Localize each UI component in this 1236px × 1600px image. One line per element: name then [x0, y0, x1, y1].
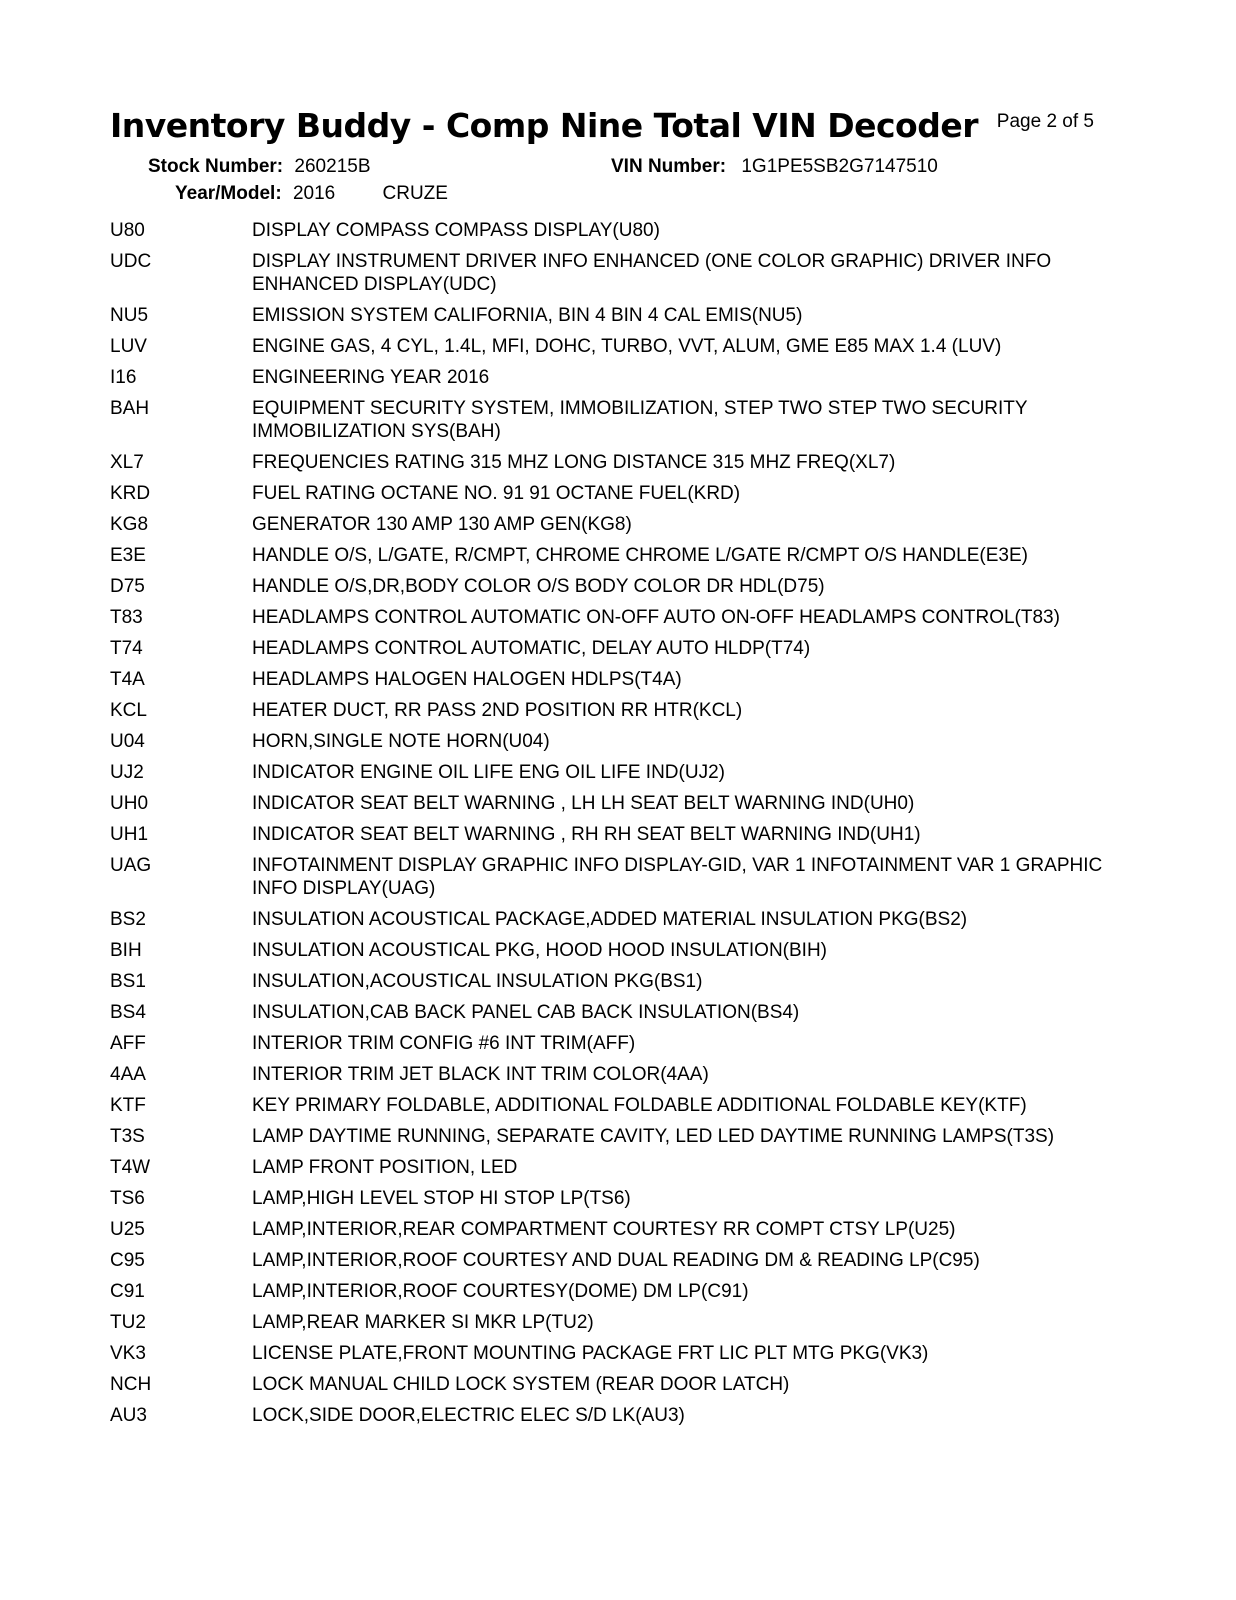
option-code: T74 [110, 638, 143, 659]
option-code: UH0 [110, 793, 149, 814]
option-description: HEADLAMPS CONTROL AUTOMATIC, DELAY AUTO HLDP(T74) [252, 638, 811, 659]
option-description: LAMP FRONT POSITION, LED [252, 1157, 518, 1178]
option-code: BS1 [110, 971, 146, 992]
option-description: LAMP,REAR MARKER SI MKR LP(TU2) [252, 1312, 594, 1333]
option-row [110, 304, 1120, 327]
option-row [110, 482, 1120, 505]
option-description: ENGINE GAS, 4 CYL, 1.4L, MFI, DOHC, TURBO, VVT, ALUM, GME E85 MAX 1.4 (LUV) [252, 336, 1002, 357]
option-code: UH1 [110, 824, 149, 845]
option-row [110, 1280, 1120, 1303]
option-code: U25 [110, 1219, 145, 1240]
option-row [110, 699, 1120, 722]
vin-number-field [611, 156, 938, 178]
option-description: INTERIOR TRIM JET BLACK INT TRIM COLOR(4AA) [252, 1064, 709, 1085]
option-description: INDICATOR SEAT BELT WARNING , RH RH SEAT BELT WARNING IND(UH1) [252, 824, 921, 845]
option-code: NU5 [110, 305, 149, 326]
option-description: FREQUENCIES RATING 315 MHZ LONG DISTANCE 315 MHZ FREQ(XL7) [252, 452, 896, 473]
option-code: BS4 [110, 1002, 146, 1023]
option-description: HORN,SINGLE NOTE HORN(U04) [252, 731, 550, 752]
option-row [110, 637, 1120, 660]
option-description: FUEL RATING OCTANE NO. 91 91 OCTANE FUEL(KRD) [252, 483, 741, 504]
option-code: BAH [110, 398, 150, 419]
vin-number-value: 1G1PE5SB2G7147510 [741, 156, 938, 177]
option-code: U80 [110, 220, 145, 241]
option-row [110, 397, 1120, 443]
option-code: BIH [110, 940, 142, 961]
option-code: TS6 [110, 1188, 145, 1209]
option-code: E3E [110, 545, 146, 566]
option-code-list [110, 219, 1120, 1435]
option-description: LAMP,INTERIOR,ROOF COURTESY AND DUAL READING DM & READING LP(C95) [252, 1250, 980, 1271]
option-row [110, 1094, 1120, 1117]
option-row [110, 908, 1120, 931]
option-row [110, 1249, 1120, 1272]
stock-number-label: Stock Number: [148, 156, 284, 177]
option-description: INSULATION ACOUSTICAL PKG, HOOD HOOD INSULATION(BIH) [252, 940, 828, 961]
year-value: 2016 [292, 183, 336, 204]
stock-number-field [148, 156, 371, 178]
option-code: D75 [110, 576, 145, 597]
option-code: VK3 [110, 1343, 146, 1364]
option-row [110, 335, 1120, 358]
option-code: T3S [110, 1126, 145, 1147]
option-description: DISPLAY INSTRUMENT DRIVER INFO ENHANCED (ONE COLOR GRAPHIC) DRIVER INFO ENHANCED DISPLAY(UDC) [252, 251, 1052, 295]
option-description: LAMP DAYTIME RUNNING, SEPARATE CAVITY, LED LED DAYTIME RUNNING LAMPS(T3S) [252, 1126, 1055, 1147]
option-row [110, 250, 1120, 296]
option-description: INTERIOR TRIM CONFIG #6 INT TRIM(AFF) [252, 1033, 636, 1054]
option-row [110, 1032, 1120, 1055]
option-description: EQUIPMENT SECURITY SYSTEM, IMMOBILIZATION, STEP TWO STEP TWO SECURITY IMMOBILIZATION SYS(BAH) [252, 398, 1028, 442]
option-description: HEATER DUCT, RR PASS 2ND POSITION RR HTR(KCL) [252, 700, 743, 721]
option-row [110, 513, 1120, 536]
option-row [110, 1342, 1120, 1365]
option-row [110, 854, 1120, 900]
option-row [110, 792, 1120, 815]
vin-number-label: VIN Number: [611, 156, 727, 177]
option-description: INFOTAINMENT DISPLAY GRAPHIC INFO DISPLAY-GID, VAR 1 INFOTAINMENT VAR 1 GRAPHIC INFO DISPLAY(UAG) [252, 855, 1103, 899]
option-row [110, 939, 1120, 962]
option-code: XL7 [110, 452, 144, 473]
option-code: C95 [110, 1250, 145, 1271]
option-description: LOCK MANUAL CHILD LOCK SYSTEM (REAR DOOR LATCH) [252, 1374, 790, 1395]
option-description: INSULATION ACOUSTICAL PACKAGE,ADDED MATERIAL INSULATION PKG(BS2) [252, 909, 968, 930]
option-description: INSULATION,ACOUSTICAL INSULATION PKG(BS1) [252, 971, 703, 992]
option-description: GENERATOR 130 AMP 130 AMP GEN(KG8) [252, 514, 632, 535]
option-row [110, 1404, 1120, 1427]
option-row [110, 544, 1120, 567]
option-description: DISPLAY COMPASS COMPASS DISPLAY(U80) [252, 220, 660, 241]
option-row [110, 823, 1120, 846]
option-description: INSULATION,CAB BACK PANEL CAB BACK INSULATION(BS4) [252, 1002, 800, 1023]
option-code: TU2 [110, 1312, 146, 1333]
option-code: T83 [110, 607, 143, 628]
option-row [110, 1156, 1120, 1179]
option-row [110, 606, 1120, 629]
option-code: KTF [110, 1095, 146, 1116]
option-code: AFF [110, 1033, 146, 1054]
option-code: UJ2 [110, 762, 144, 783]
option-code: KG8 [110, 514, 149, 535]
year-model-field [175, 183, 448, 205]
option-code: KRD [110, 483, 151, 504]
option-description: HEADLAMPS CONTROL AUTOMATIC ON-OFF AUTO ON-OFF HEADLAMPS CONTROL(T83) [252, 607, 1060, 628]
page-number: Page 2 of 5 [996, 111, 1094, 132]
option-row [110, 1311, 1120, 1334]
option-code: T4W [110, 1157, 151, 1178]
option-description: LAMP,INTERIOR,REAR COMPARTMENT COURTESY RR COMPT CTSY LP(U25) [252, 1219, 956, 1240]
option-code: 4AA [110, 1064, 146, 1085]
option-code: UDC [110, 251, 152, 272]
option-row [110, 668, 1120, 691]
option-description: HEADLAMPS HALOGEN HALOGEN HDLPS(T4A) [252, 669, 682, 690]
year-model-label: Year/Model: [175, 183, 282, 204]
option-row [110, 1218, 1120, 1241]
option-code: T4A [110, 669, 145, 690]
option-description: HANDLE O/S,DR,BODY COLOR O/S BODY COLOR DR HDL(D75) [252, 576, 825, 597]
option-row [110, 1187, 1120, 1210]
option-code: AU3 [110, 1405, 147, 1426]
stock-number-value: 260215B [294, 156, 371, 177]
option-description: EMISSION SYSTEM CALIFORNIA, BIN 4 BIN 4 CAL EMIS(NU5) [252, 305, 803, 326]
option-row [110, 1001, 1120, 1024]
option-code: U04 [110, 731, 145, 752]
option-code: NCH [110, 1374, 152, 1395]
option-row [110, 761, 1120, 784]
option-row [110, 1373, 1120, 1396]
option-code: C91 [110, 1281, 145, 1302]
option-description: LOCK,SIDE DOOR,ELECTRIC ELEC S/D LK(AU3) [252, 1405, 685, 1426]
option-code: KCL [110, 700, 147, 721]
model-value: CRUZE [382, 183, 448, 204]
page-title: Inventory Buddy - Comp Nine Total VIN Decoder [110, 106, 978, 145]
option-description: ENGINEERING YEAR 2016 [252, 367, 490, 388]
option-row [110, 575, 1120, 598]
option-description: LAMP,HIGH LEVEL STOP HI STOP LP(TS6) [252, 1188, 631, 1209]
option-code: UAG [110, 855, 152, 876]
option-description: LAMP,INTERIOR,ROOF COURTESY(DOME) DM LP(C91) [252, 1281, 749, 1302]
option-description: KEY PRIMARY FOLDABLE, ADDITIONAL FOLDABLE ADDITIONAL FOLDABLE KEY(KTF) [252, 1095, 1027, 1116]
option-row [110, 366, 1120, 389]
option-description: INDICATOR ENGINE OIL LIFE ENG OIL LIFE IND(UJ2) [252, 762, 725, 783]
option-row [110, 1125, 1120, 1148]
option-code: BS2 [110, 909, 146, 930]
option-row [110, 219, 1120, 242]
option-row [110, 451, 1120, 474]
option-description: LICENSE PLATE,FRONT MOUNTING PACKAGE FRT LIC PLT MTG PKG(VK3) [252, 1343, 929, 1364]
option-row [110, 970, 1120, 993]
option-row [110, 1063, 1120, 1086]
option-row [110, 730, 1120, 753]
option-code: I16 [110, 367, 137, 388]
option-description: HANDLE O/S, L/GATE, R/CMPT, CHROME CHROME L/GATE R/CMPT O/S HANDLE(E3E) [252, 545, 1028, 566]
option-code: LUV [110, 336, 147, 357]
option-description: INDICATOR SEAT BELT WARNING , LH LH SEAT BELT WARNING IND(UH0) [252, 793, 915, 814]
